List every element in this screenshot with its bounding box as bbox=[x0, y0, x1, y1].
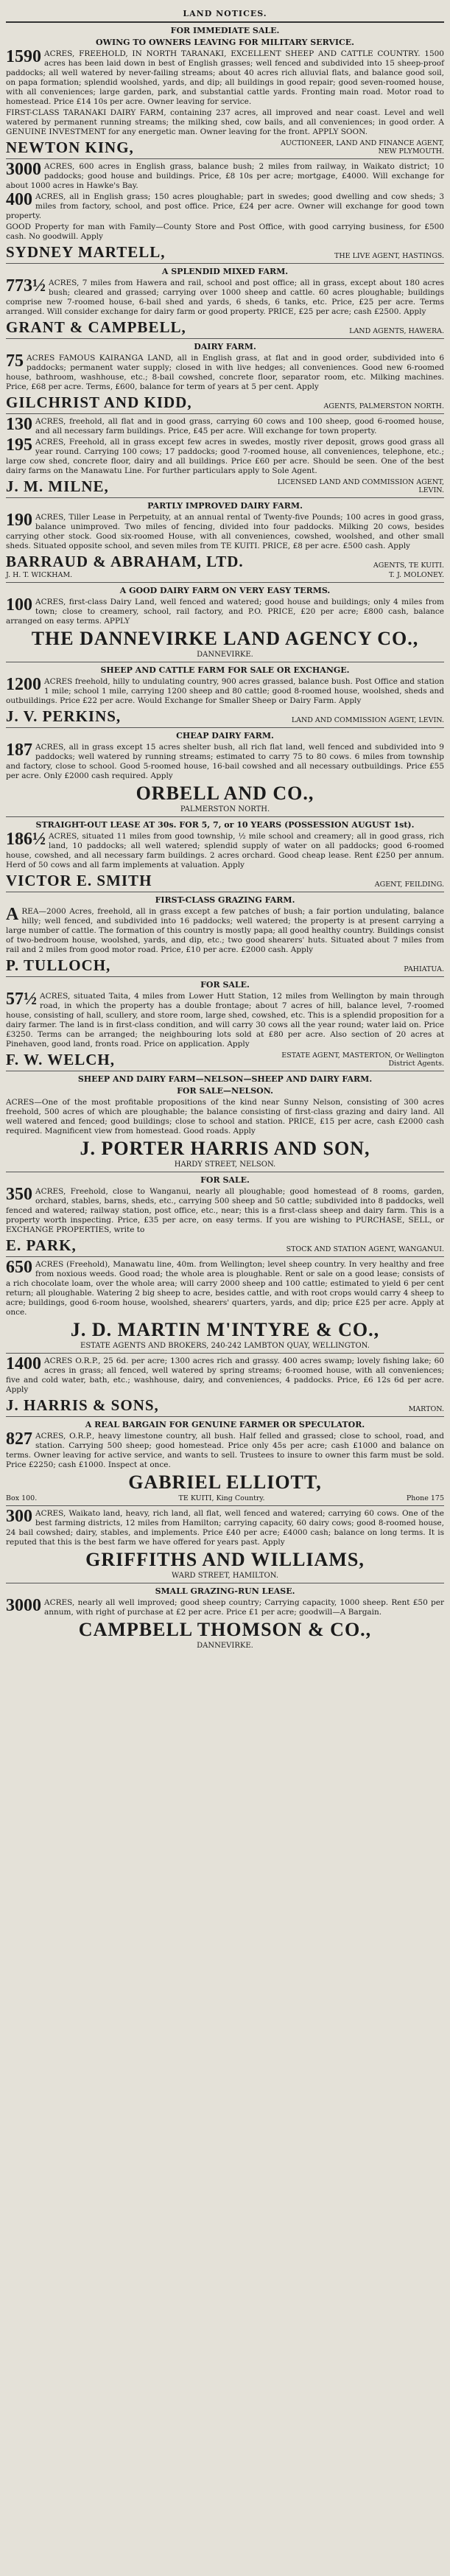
ad-acreage: 190 bbox=[6, 511, 32, 530]
ad-acreage: 1200 bbox=[6, 675, 41, 694]
ad-heading: A SPLENDID MIXED FARM. bbox=[161, 267, 289, 276]
ad-acreage: 350 bbox=[6, 1185, 32, 1204]
advertiser-name: J. PORTER HARRIS AND SON, bbox=[80, 1138, 370, 1159]
advertiser-name: F. W. WELCH, bbox=[6, 1051, 115, 1068]
advertiser-name: J. HARRIS & SONS, bbox=[6, 1396, 159, 1414]
divider bbox=[6, 497, 444, 498]
ad-text: ACRES, FREEHOLD, IN NORTH TARANAKI, EXCELLENT SHEEP AND CATTLE COUNTRY. 1500 acres has been laid down in best of English grasses; well fenced and subdivided into 15 sheep-proof paddocks; all well watered by never-failing streams; about 40 acres rich alluvial flats, and balance good soil, on papa formation; splendid woolshed, yards, and dip; all buildings in good repair; good seven-roomed house, with all conveniences; large garden, park, and substantial cattle yards. Fronting main road. Motor road to homestead. Price £14 10s per acre. Owner leaving for service. bbox=[6, 49, 444, 106]
ad-nelson bbox=[6, 1098, 444, 1136]
ad-acreage: 186½ bbox=[6, 830, 46, 849]
divider bbox=[6, 263, 444, 264]
ad-text: ACRES, 7 miles from Hawera and rail, school and post office; all in grass, except about 180 acres bush; cleared and grassed; carrying over 1000 sheep and cattle. 60 acres ploughable; buildings comprise new 7-roomed house, 6-bail shed and yards, 6 sheds, 6 tanks, etc. Price, £25 per acre. Terms arranged. Will consider exchange for dairy farm or good property. PRICE, £25 per acre; cash £2500. Apply bbox=[6, 279, 444, 316]
advertiser-name: CAMPBELL THOMSON & CO., bbox=[78, 1619, 372, 1640]
advertiser-location: HARDY STREET, NELSON. bbox=[174, 1161, 276, 1169]
ad-text: ACRES, nearly all well improved; good sheep country; Carrying capacity, 1000 sheep. Rent £50 per annum, with right of purchase at £2 per acre. Price £1 per acre; goodwill—A Bargain. bbox=[44, 1598, 444, 1617]
ad-mixed-farm bbox=[6, 276, 444, 317]
divider bbox=[6, 1353, 444, 1354]
advertiser-name: BARRAUD & ABRAHAM, LTD. bbox=[6, 553, 244, 570]
divider bbox=[6, 727, 444, 728]
ad-text: ACRES O.R.P., 25 6d. per acre; 1300 acres rich and grassy. 400 acres swamp; lovely fishing lake; 60 acres in grass; all fenced, well watered by spring streams; 6-roomed house, with all conveniences; five and cold water, bath, etc.; washhouse, dairy, and conveniences, 4 paddocks. Price, £6 12s 6d per acre. Apply bbox=[6, 1357, 444, 1394]
ad-acreage: 827 bbox=[6, 1429, 32, 1449]
ad-cheap-dairy bbox=[6, 743, 444, 781]
advertiser-name: J. V. PERKINS, bbox=[6, 707, 122, 725]
advertiser-desc: ESTATE AGENT, MASTERTON, Or Wellington District Agents. bbox=[281, 1051, 444, 1068]
ad-acreage: 187 bbox=[6, 741, 32, 760]
advertiser-campbell-thomson bbox=[6, 1620, 444, 1640]
advertiser-location: TE KUITI, King Country. bbox=[178, 1494, 265, 1502]
ad-195-acres bbox=[6, 435, 444, 476]
ad-text: GOOD Property for man with Family—County Store and Post Office, with good carrying business, for £500 cash. No goodwill. Apply bbox=[6, 223, 444, 241]
advertiser-name: GABRIEL ELLIOTT, bbox=[128, 1471, 322, 1493]
advertiser-newton-king bbox=[6, 139, 444, 155]
advertiser-name: GRIFFITHS AND WILLIAMS, bbox=[85, 1549, 365, 1570]
ad-text: ACRES, situated 11 miles from good township, ½ mile school and creamery; all in good grass, rich land, 10 paddocks; all well watered; splendid supply of water on all paddocks; good 6-roomed house, cowshed, and all necessary farm buildings. 2 acres orchard. Good cheap lease. Rent £250 per annum. Herd of 50 cows and all farm implements at valuation. Apply bbox=[6, 832, 444, 869]
divider bbox=[6, 1505, 444, 1506]
advertiser-name: J. D. MARTIN M'INTYRE & CO., bbox=[70, 1319, 380, 1340]
ad-400-acres bbox=[6, 192, 444, 221]
ad-partly-improved bbox=[6, 513, 444, 551]
ad-text: ACRES, situated Taita, 4 miles from Lower Hutt Station, 12 miles from Wellington by main through road, in which the property has a double frontage; about 7 acres of hill, balance level, 7-roomed house, consisting of hall, scullery, and store room, large shed, cowshed, etc. This is a splendid proposition for a dairy farmer. The land is in first-class condition, and will carry 30 cows all the year round; water laid on. Price £3250. Terms can be arranged; the neighbouring lots sold at £80 per acre. Also section of 20 acres at Pinehaven, good land, fronts road. Price on application. Apply bbox=[6, 992, 444, 1049]
ad-text: ACRES freehold, hilly to undulating country, 900 acres grassed, balance bush. Post Office and station 1 mile; school 1 mile, carrying 1200 sheep and 80 cattle; good 8-roomed house, woolshed, sheds and outbuildings. Price £22 per acre. Would Exchange for Smaller Sheep or Dairy Farm. Apply bbox=[6, 677, 444, 705]
advertiser-griffiths-williams bbox=[6, 1550, 444, 1570]
advertiser-name: VICTOR E. SMITH bbox=[6, 872, 152, 889]
advertiser-fw-welch bbox=[6, 1051, 444, 1068]
advertiser-dannevirke-land bbox=[6, 629, 444, 649]
ad-text: REA—2000 Acres, freehold, all in grass except a few patches of bush; a fair portion undulating, balance hilly; well fenced, and subdivided into 16 paddocks; well watered; the property is at present carrying a large number of cattle. The formation of this country is mostly papa; all good healthy country. Buildings consist of two-bedroom house, woolshed, yards, and dip, etc.; two good shearers' huts. Situated about 7 miles from rail and 2 miles from good motor road. Price, £10 per acre. £2000 cash. Apply bbox=[6, 907, 444, 954]
advertiser-orbell bbox=[6, 783, 444, 804]
advertiser-desc: AUCTIONEER, LAND AND FINANCE AGENT, NEW PLYMOUTH. bbox=[280, 139, 444, 155]
divider bbox=[6, 413, 444, 414]
advertiser-barraud-abraham bbox=[6, 553, 444, 570]
advertiser-name: SYDNEY MARTELL, bbox=[6, 243, 166, 261]
ad-acreage: 773½ bbox=[6, 276, 46, 295]
advertiser-desc: THE LIVE AGENT, HASTINGS. bbox=[334, 252, 444, 260]
advertiser-martin-mintyre bbox=[6, 1320, 444, 1340]
ad-130-acres bbox=[6, 417, 444, 436]
owing-heading: OWING TO OWNERS LEAVING FOR MILITARY SERVICE. bbox=[96, 38, 354, 47]
divider bbox=[6, 1256, 444, 1257]
ad-acreage: 100 bbox=[6, 595, 32, 615]
advertiser-location: DANNEVIRKE. bbox=[197, 651, 253, 659]
ad-3000-acres bbox=[6, 162, 444, 191]
advertiser-gabriel-elliott bbox=[6, 1472, 444, 1493]
partner-name-right: T. J. MOLONEY. bbox=[388, 571, 444, 579]
ad-acreage: 400 bbox=[6, 190, 32, 209]
advertiser-j-harris bbox=[6, 1397, 444, 1413]
ad-waikato bbox=[6, 1509, 444, 1547]
ad-text: ACRES (Freehold), Manawatu line, 40m. from Wellington; level sheep country. In very healthy and free from noxious weeds. Good road; the whole area is ploughable. Rent or sale on a good lease; consists of a rich chocolate loam, over the whole area; will carry 2000 sheep and 100 cattle; estimated to yield 6 per cent return; all ploughable. Watering 2 big sheep to acre, besides cattle, and with root crops would carry 4 sheep to acre; buildings, good 6-room house, woolshed, shearers' quarters, yards, and dip; price £25 per acre. Apply at once. bbox=[6, 1260, 444, 1317]
advertiser-e-park bbox=[6, 1237, 444, 1253]
divider bbox=[6, 582, 444, 583]
phone-number: Phone 175 bbox=[406, 1494, 444, 1502]
ad-subheading: FOR SALE—NELSON. bbox=[177, 1086, 273, 1096]
divider bbox=[6, 1416, 444, 1417]
ad-text: ACRES, Freehold, close to Wanganui, nearly all ploughable; good homestead of 8 rooms, garden, orchard, stables, barns, sheds, etc., carrying 500 sheep and 50 cattle; subdivided into 8 paddocks, well fenced and watered; railway station, post office, etc., near; this is a first-class sheep and dairy farm. This is a property worth inspecting. Price, £35 per acre, on easy terms. If you are wishing to PURCHASE, SELL, or EXCHANGE PROPERTIES, write to bbox=[6, 1187, 444, 1234]
divider bbox=[6, 158, 444, 159]
advertiser-desc: AGENTS, TE KUITI. bbox=[373, 561, 444, 570]
ad-text: ACRES, O.R.P., heavy limestone country, all bush. Half felled and grassed; close to school, road, and station. Carrying 500 sheep; good homestead. Price only 45s per acre; cash £1000 and balance on terms. Owner leaving for active service, and wants to sell. Trustees to insure to owner this farm must be sold. Price £2250; cash £1000. Inspect at once. bbox=[6, 1432, 444, 1469]
ad-650-acres bbox=[6, 1260, 444, 1317]
advertiser-desc: PAHIATUA. bbox=[404, 965, 444, 973]
advertiser-victor-smith bbox=[6, 872, 444, 889]
ad-1400-acres bbox=[6, 1354, 444, 1395]
ad-heading: SMALL GRAZING-RUN LEASE. bbox=[155, 1586, 295, 1596]
ad-acreage: 75 bbox=[6, 351, 24, 371]
ad-text: ACRES, all in grass except 15 acres shelter bush, all rich flat land, well fenced and subdivided into 9 paddocks; well watered by running streams; estimated to carry 75 to 80 cows. 6 miles from township and factory, close to school. Good 5-roomed house, 16-bail cowshed and all necessary outbuildings. Price £55 per acre. Only £2000 cash required. Apply bbox=[6, 743, 444, 780]
ad-acreage: 1400 bbox=[6, 1354, 41, 1373]
ad-acreage: A bbox=[6, 905, 19, 924]
ad-1200-acres bbox=[6, 677, 444, 706]
ad-heading: FOR SALE. bbox=[200, 980, 250, 990]
ad-text: ACRES, 600 acres in English grass, balance bush; 2 miles from railway, in Waikato district; 10 paddocks; good house and buildings. Price, £8 10s per acre; mortgage, £4000. Will exchange for about 1000 acres in Hawke's Bay. bbox=[6, 162, 444, 190]
advertiser-name: P. TULLOCH, bbox=[6, 956, 111, 974]
partner-names bbox=[6, 571, 444, 579]
advertiser-jm-milne bbox=[6, 478, 444, 494]
ad-text: ACRES, Freehold, all in grass except few acres in swedes, mostly river deposit, grows good grass all year round. Carrying 100 cows; 17 paddocks; good 7-roomed house, all conveniences, telephone, etc.; large cow shed, concrete floor, dairy and all buildings. Price £60 per acre. Should be seen. One of the best dairy farms on the Manawatu Line. For further particulars apply to Sole Agent. bbox=[6, 438, 444, 475]
advertiser-name: THE DANNEVIRKE LAND AGENCY CO., bbox=[31, 628, 419, 649]
advertiser-name: E. PARK, bbox=[6, 1236, 77, 1254]
ad-county-store bbox=[6, 223, 444, 242]
ad-acreage: 57½ bbox=[6, 990, 37, 1009]
ad-heading: A REAL BARGAIN FOR GENUINE FARMER OR SPECULATOR. bbox=[85, 1420, 365, 1429]
ad-acreage: 650 bbox=[6, 1258, 32, 1277]
advertiser-location: ESTATE AGENTS AND BROKERS, 240-242 LAMBTON QUAY, WELLINGTON. bbox=[80, 1342, 370, 1350]
ad-heading: FOR SALE. bbox=[200, 1175, 250, 1185]
ad-acreage: 130 bbox=[6, 415, 32, 434]
advertiser-desc: AGENTS, PALMERSTON NORTH. bbox=[323, 402, 444, 410]
advertiser-desc: LICENSED LAND AND COMMISSION AGENT, LEVIN. bbox=[277, 478, 444, 494]
ad-heading: A GOOD DAIRY FARM ON VERY EASY TERMS. bbox=[119, 586, 331, 595]
advertiser-sydney-martell bbox=[6, 244, 444, 260]
divider bbox=[6, 816, 444, 817]
section-title: LAND NOTICES. bbox=[183, 9, 267, 18]
ad-text: ACRES FAMOUS KAIRANGA LAND, all in English grass, at flat and in good order, subdivided into 6 paddocks; permanent water supply; closed in with live hedges; all conveniences. Good new 6-roomed house, bathroom, washhouse, etc.; 8-bail cowshed, concrete floor, separator room, etc. Milking machines. Price, £68 per acre. Terms, £600, balance for term of years at 5 per cent. Apply bbox=[6, 354, 444, 391]
ad-text: ACRES, Waikato land, heavy, rich land, all flat, well fenced and watered; carrying 60 cows. One of the best farming districts, 12 miles from Hamilton; carrying capacity, 60 dairy cows; good 8-roomed house, 24 bail cowshed; dairy, stables, and implements. Price £40 per acre; £4000 cash; balance on long terms. It is reputed that this is the best farm we have offered for years past. Apply bbox=[6, 1509, 444, 1547]
advertiser-grant-campbell bbox=[6, 319, 444, 335]
ad-1590-acres bbox=[6, 49, 444, 107]
ad-taranaki-dairy bbox=[6, 108, 444, 137]
divider bbox=[6, 338, 444, 339]
ad-wanganui bbox=[6, 1187, 444, 1235]
advertiser-desc: LAND AND COMMISSION AGENT, LEVIN. bbox=[291, 716, 444, 724]
ad-text: ACRES, Tiller Lease in Perpetuity, at an annual rental of Twenty-five Pounds; 100 acres in good grass, balance unimproved. Two miles of fencing, divided into four paddocks. Milking 20 cows, besides carrying other stock. Good six-roomed House, with all conveniences, cowshed, woolshed, and other small sheds. Situated opposite school, and seven miles from TE KUITI. PRICE, £8 per acre. £500 cash. Apply bbox=[6, 513, 444, 550]
advertiser-location: DANNEVIRKE. bbox=[197, 1642, 253, 1650]
ad-real-bargain bbox=[6, 1429, 444, 1470]
ad-grazing-farm bbox=[6, 907, 444, 955]
advertiser-name: J. M. MILNE, bbox=[6, 477, 109, 495]
ad-heading: FIRST-CLASS GRAZING FARM. bbox=[155, 895, 295, 905]
for-sale-heading: FOR IMMEDIATE SALE. bbox=[170, 26, 280, 35]
advertiser-desc: MARTON. bbox=[408, 1405, 444, 1413]
ad-heading: SHEEP AND CATTLE FARM FOR SALE OR EXCHANGE. bbox=[100, 665, 350, 675]
ad-text: ACRES, first-class Dairy Land, well fenced and watered; good house and buildings; only 4 miles from town; close to creamery, school, rail factory, and P.O. PRICE, £20 per acre; £800 cash, balance arranged on easy terms. APPLY bbox=[6, 598, 444, 626]
advertiser-name: GILCHRIST AND KIDD, bbox=[6, 393, 192, 411]
ad-acreage: 300 bbox=[6, 1507, 32, 1526]
elliott-contact bbox=[6, 1494, 444, 1502]
advertiser-gilchrist-kidd bbox=[6, 394, 444, 410]
ad-grazing-run bbox=[6, 1598, 444, 1617]
advertiser-name: NEWTON KING, bbox=[6, 139, 134, 156]
ad-acreage: 195 bbox=[6, 435, 32, 455]
ad-text: FIRST-CLASS TARANAKI DAIRY FARM, containing 237 acres, all improved and near coast. Level and well watered by permanent running streams; the milking shed, cow bails, and all conveniences; in good order. A GENUINE INVESTMENT for any energetic man. Owner leaving for the front. APPLY SOON. bbox=[6, 108, 444, 136]
partner-name-left: J. H. T. WICKHAM. bbox=[6, 571, 73, 579]
ad-kairanga-dairy bbox=[6, 351, 444, 392]
ad-heading: SHEEP AND DAIRY FARM—NELSON—SHEEP AND DAIRY FARM. bbox=[77, 1074, 373, 1084]
ad-acreage: 3000 bbox=[6, 160, 41, 179]
advertiser-name: GRANT & CAMPBELL, bbox=[6, 318, 186, 336]
ad-heading: PARTLY IMPROVED DAIRY FARM. bbox=[147, 501, 303, 511]
ad-heading: DAIRY FARM. bbox=[194, 342, 256, 351]
ad-heading: CHEAP DAIRY FARM. bbox=[176, 731, 274, 741]
advertiser-desc: LAND AGENTS, HAWERA. bbox=[349, 327, 444, 335]
box-number: Box 100. bbox=[6, 1494, 38, 1502]
advertiser-name: ORBELL AND CO., bbox=[136, 783, 314, 804]
ad-acreage: 1590 bbox=[6, 47, 41, 66]
advertiser-location: WARD STREET, HAMILTON. bbox=[171, 1572, 279, 1580]
advertiser-tulloch bbox=[6, 957, 444, 973]
ad-easy-terms bbox=[6, 595, 444, 626]
ad-text: ACRES—One of the most profitable propositions of the kind near Sunny Nelson, consisting of 300 acres freehold, 500 acres of which are ploughable; the balance consisting of first-class grazing and dairy land. All well watered and fenced; good buildings; close to school and station. PRICE, £15 per acre, cash £2000 cash required. Magnificent view from homestead. Good roads. Apply bbox=[6, 1098, 444, 1135]
advertiser-location: PALMERSTON NORTH. bbox=[180, 805, 270, 813]
ad-acreage: 3000 bbox=[6, 1596, 41, 1615]
divider bbox=[6, 21, 444, 23]
divider bbox=[6, 976, 444, 977]
ad-heading: STRAIGHT-OUT LEASE AT 30s. FOR 5, 7, or 10 YEARS (POSSESSION AUGUST 1st). bbox=[35, 820, 415, 830]
ad-text: ACRES, all in English grass; 150 acres ploughable; part in swedes; good dwelling and cow sheds; 3 miles from factory, school, and post office. Price, £24 per acre. Owner will exchange for good town property. bbox=[6, 192, 444, 220]
advertiser-desc: AGENT, FEILDING. bbox=[374, 881, 444, 889]
advertiser-porter-harris bbox=[6, 1138, 444, 1159]
ad-straight-lease bbox=[6, 832, 444, 870]
advertiser-desc: STOCK AND STATION AGENT, WANGANUI. bbox=[286, 1245, 444, 1253]
ad-taita bbox=[6, 992, 444, 1049]
ad-text: ACRES, freehold, all flat and in good grass, carrying 60 cows and 100 sheep, good 6-roomed house, and all necessary farm buildings. Price, £45 per acre. Will exchange for town property. bbox=[35, 417, 444, 435]
advertiser-jv-perkins bbox=[6, 708, 444, 724]
